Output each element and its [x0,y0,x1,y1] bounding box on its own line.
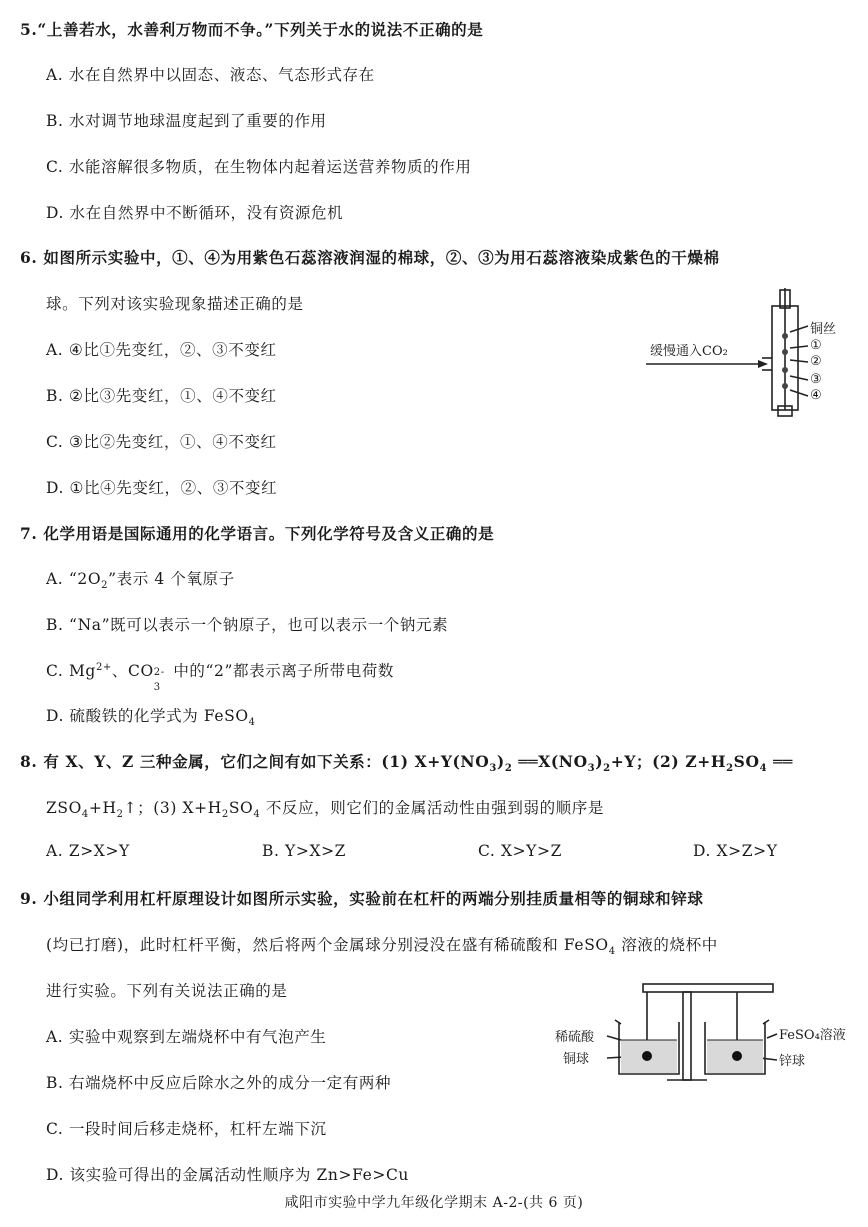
q9-left-acid-label: 稀硫酸 [555,1030,595,1045]
q6-wire-label: 铜丝 [810,322,837,337]
q8-stem-line2: $ZSO_4+H_2↑$；(3) $X+H_2SO_4$ 不反应，则它们的金属活动性由强到弱的顺序是 [46,799,604,821]
q6-ball-4: ④ [810,388,822,403]
q6-option-b: B. ②比③先变红，①、④不变红 [46,387,277,405]
q9-lever-figure [555,978,855,1086]
q9-option-d: D. 该实验可得出的金属活动性顺序为 Zn>Fe>Cu [46,1166,410,1184]
q6-option-c: C. ③比②先变红，①、④不变红 [46,433,277,451]
page-footer: 咸阳市实验中学九年级化学期末 A-2-(共 6 页) [284,1195,584,1211]
q6-stem-line2: 球。下列对该实验现象描述正确的是 [46,295,304,313]
q9-stem-line1: 9. 小组同学利用杠杆原理设计如图所示实验，实验前在杠杆的两端分别挂质量相等的铜球和锌球 [20,889,704,908]
q7-stem: 7. 化学用语是国际通用的化学语言。下列化学符号及含义正确的是 [20,524,495,543]
q8-option-c: C. X>Y>Z [478,842,562,860]
q6-option-d: D. ①比④先变红，②、③不变红 [46,479,278,497]
q7-option-a: A. “$2O_2$”表示 4 个氧原子 [46,570,235,592]
q6-ball-3: ③ [810,372,822,387]
q6-stem-line1: 6. 如图所示实验中，①、④为用紫色石蕊溶液润湿的棉球，②、③为用石蕊溶液染成紫色的干燥棉 [20,248,720,267]
q5-option-c: C. 水能溶解很多物质，在生物体内起着运送营养物质的作用 [46,158,472,176]
q6-ball-2: ② [810,354,822,369]
q8-option-b: B. Y>X>Z [262,842,347,860]
q6-co2-tube-figure [640,288,840,418]
q9-option-a: A. 实验中观察到左端烧杯中有气泡产生 [46,1028,327,1046]
q8-option-d: D. X>Z>Y [693,842,778,860]
q5-option-d: D. 水在自然界中不断循环，没有资源危机 [46,204,344,222]
q7-option-b: B. “Na”既可以表示一个钠原子，也可以表示一个钠元素 [46,616,449,634]
q7-option-d: D. 硫酸铁的化学式为 FeSO$_4$ [46,707,256,729]
q8-option-a: A. Z>X>Y [46,842,130,860]
q9-option-b: B. 右端烧杯中反应后除水之外的成分一定有两种 [46,1074,392,1092]
q7-option-c: C. $Mg^{2+}$、CO 2- 3 中的“2”都表示离子所带电荷数 [46,661,395,693]
q9-right-ball-label: 锌球 [779,1054,806,1069]
q9-stem-line2: (均已打磨)，此时杠杆平衡，然后将两个金属球分别浸没在盛有稀硫酸和 FeSO$_4$ 溶液的烧杯中 [46,936,718,958]
q5-stem: 5.“上善若水，水善利万物而不争。”下列关于水的说法不正确的是 [20,20,484,39]
q9-option-c: C. 一段时间后移走烧杯，杠杆左端下沉 [46,1120,327,1138]
q9-stem-line3: 进行实验。下列有关说法正确的是 [46,982,288,1000]
q9-left-ball-label: 铜球 [563,1052,590,1067]
q6-option-a: A. ④比①先变红，②、③不变红 [46,341,277,359]
q9-right-solution-label: FeSO₄溶液 [779,1028,846,1043]
q8-stem-line1: 8. 有 X、Y、Z 三种金属，它们之间有如下关系：(1) $X+Y(NO_3)_2$ $══X(NO_3)_2+Y$；(2) $Z+H_2SO_4$ ══ [20,752,793,775]
q5-option-b: B. 水对调节地球温度起到了重要的作用 [46,112,327,130]
q5-option-a: A. 水在自然界中以固态、液态、气态形式存在 [46,66,375,84]
q6-ball-1: ① [810,338,822,353]
q6-inlet-label: 缓慢通入CO₂ [650,344,728,359]
